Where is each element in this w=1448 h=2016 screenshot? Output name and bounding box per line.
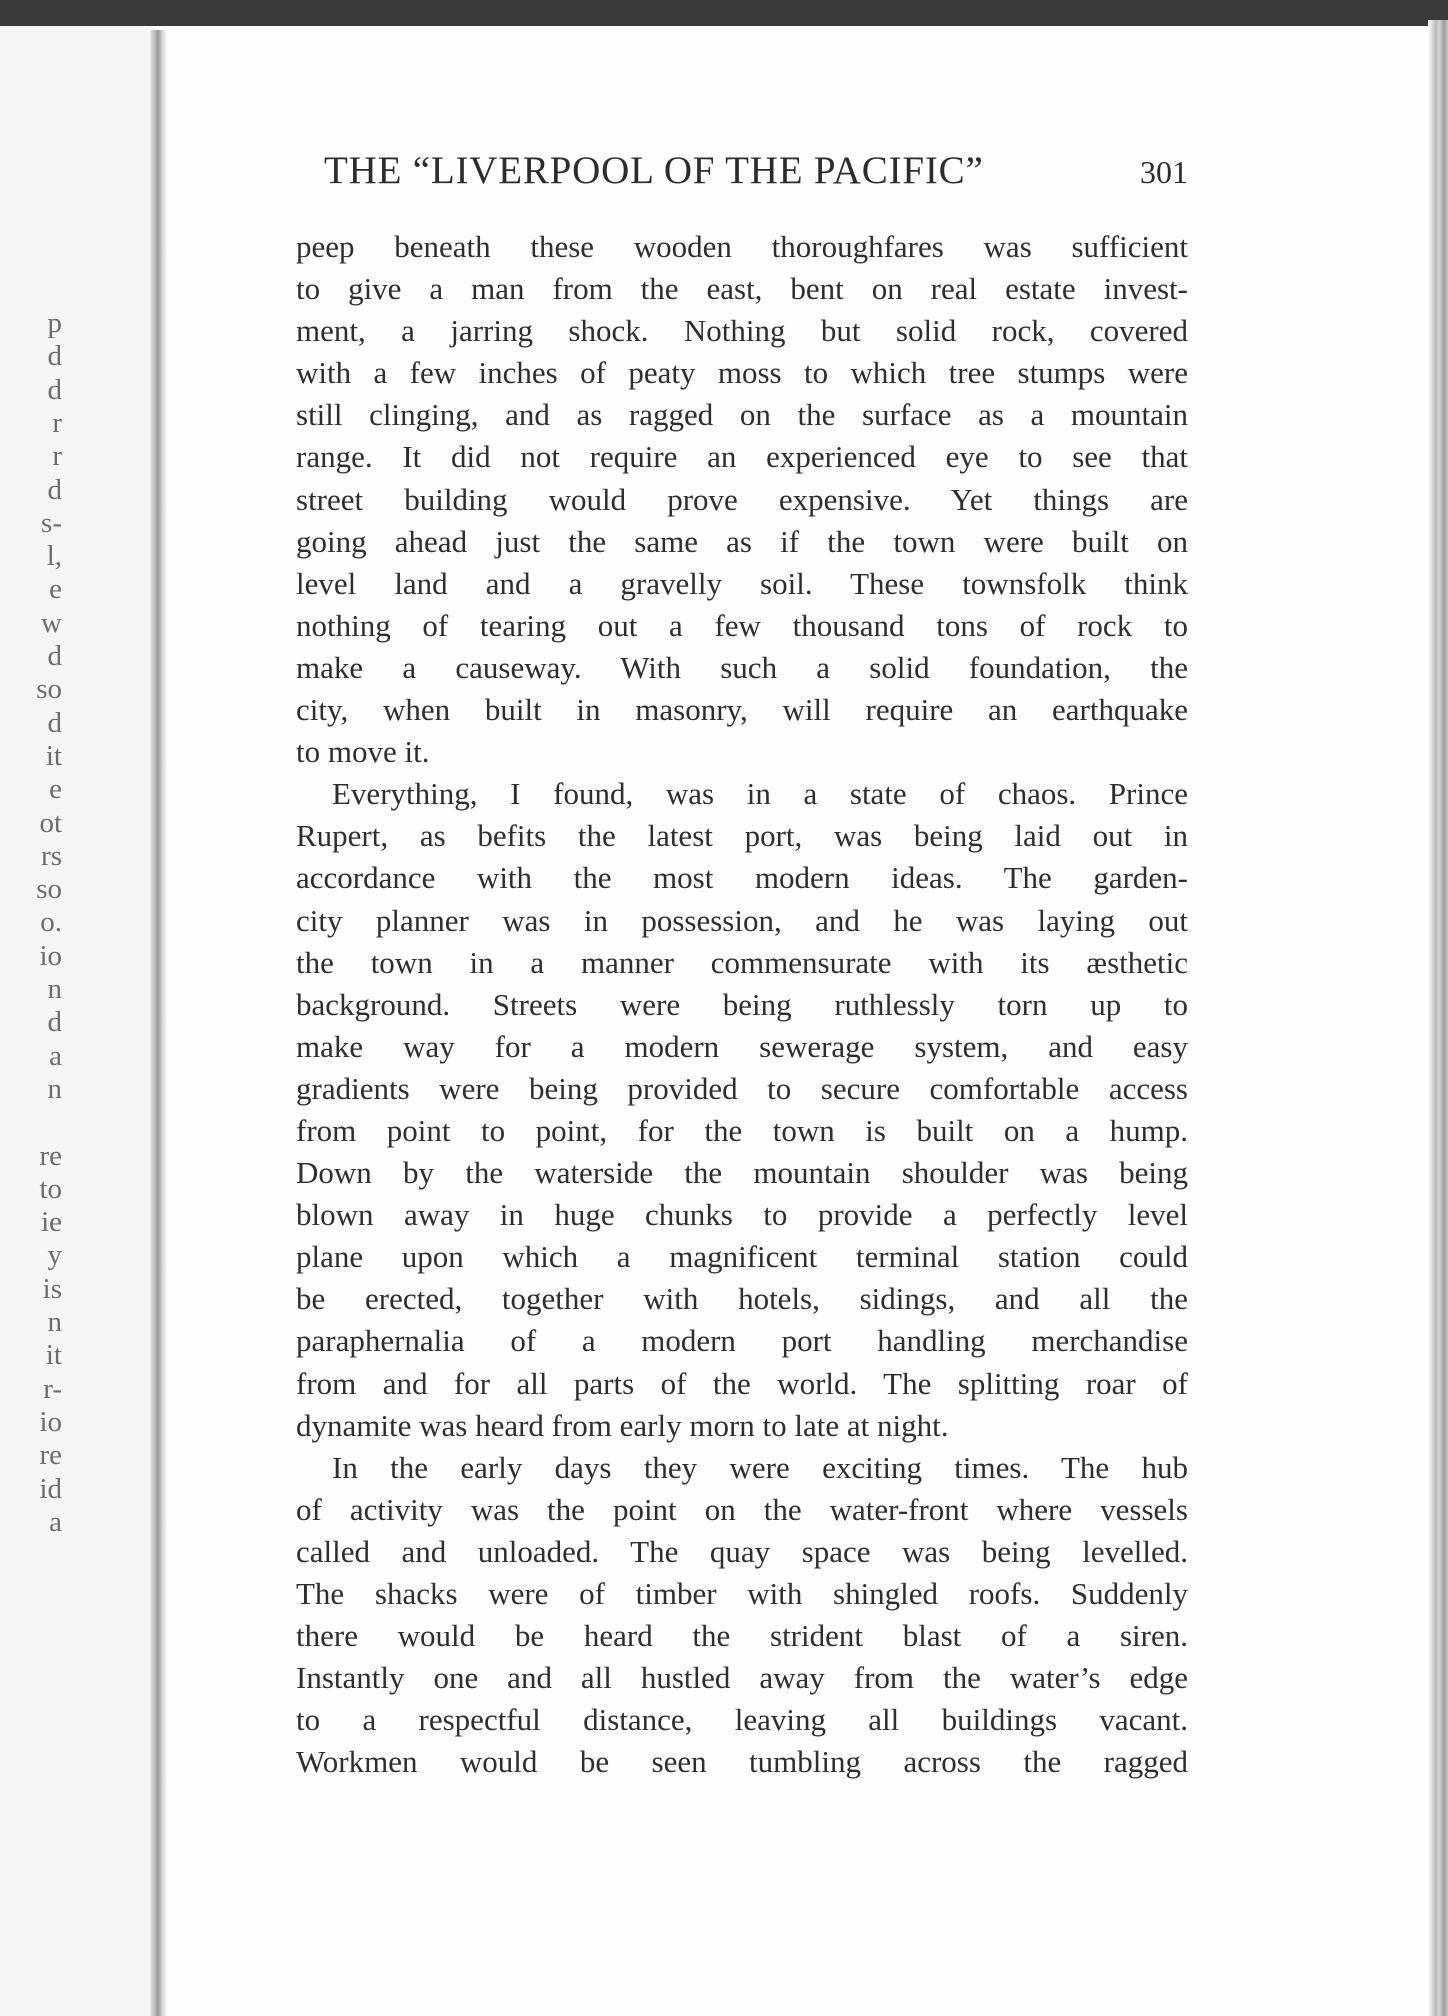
text-line: from and for all parts of the world. The splitting roar of <box>296 1365 1188 1401</box>
facing-page-fragment: id <box>39 1472 62 1505</box>
facing-page-fragment: n <box>47 973 62 1005</box>
paragraph <box>296 1447 1188 1784</box>
facing-page-fragment: d <box>47 373 62 406</box>
facing-page-fragment: d <box>47 640 62 672</box>
facing-page-fragment: is <box>42 1272 62 1305</box>
text-line: street building would prove expensive. Yet things are <box>296 481 1188 517</box>
text-line: Everything, I found, was in a state of chaos. Prince <box>332 776 1188 812</box>
text-line: accordance with the most modern ideas. The garden- <box>296 860 1188 896</box>
facing-page-fragment: r- <box>43 1372 62 1405</box>
text-line: In the early days they were exciting times. The hub <box>332 1449 1188 1485</box>
facing-page-fragment: o. <box>40 906 62 939</box>
text-line: Workmen would be seen tumbling across the ragged <box>296 1744 1188 1780</box>
facing-page-fragment: y <box>47 1239 62 1272</box>
text-line: the town in a manner commensurate with its æsthetic <box>296 944 1188 980</box>
text-line: to a respectful distance, leaving all buildings vacant. <box>296 1702 1188 1738</box>
text-line: still clinging, and as ragged on the surface as a mountain <box>296 397 1188 433</box>
facing-page-fragment: e <box>49 573 62 606</box>
facing-page-fragment: d <box>47 473 62 506</box>
body-text <box>296 226 1188 1783</box>
text-line: background. Streets were being ruthlessly torn up to <box>296 986 1188 1022</box>
running-head <box>324 148 1188 200</box>
text-line: with a few inches of peaty moss to which tree stumps were <box>296 355 1188 391</box>
facing-page-fragment: so <box>36 873 62 906</box>
text-line: ment, a jarring shock. Nothing but solid rock, covered <box>296 313 1188 349</box>
facing-page-fragment: r <box>52 440 62 473</box>
text-line: Down by the waterside the mountain shoulder was being <box>296 1155 1188 1191</box>
text-line: make a causeway. With such a solid foundation, the <box>296 649 1188 685</box>
text-line: of activity was the point on the water-front where vessels <box>296 1491 1188 1527</box>
text-line: dynamite was heard from early morn to late at night. <box>296 1407 949 1443</box>
facing-page-fragment: s- <box>41 506 62 539</box>
text-line: The shacks were of timber with shingled roofs. Suddenly <box>296 1576 1188 1611</box>
facing-page-fragment: a <box>49 1039 62 1072</box>
page-edge-right <box>1428 20 1448 2016</box>
facing-page-fragment: d <box>47 706 62 739</box>
text-line: nothing of tearing out a few thousand tons of rock to <box>296 607 1188 643</box>
page-number: 301 <box>1140 154 1188 190</box>
facing-page-fragment: l, <box>46 540 62 573</box>
facing-page-fragment: re <box>39 1139 62 1172</box>
text-line: be erected, together with hotels, sidings, and all the <box>296 1281 1188 1317</box>
text-line: make way for a modern sewerage system, and easy <box>296 1028 1188 1064</box>
facing-page-fragment: a <box>49 1505 62 1538</box>
text-line: to move it. <box>296 734 430 770</box>
text-line: level land and a gravelly soil. These townsfolk think <box>296 565 1188 601</box>
facing-page-edge <box>0 26 158 2016</box>
text-line: blown away in huge chunks to provide a perfectly level <box>296 1197 1188 1233</box>
facing-page-fragment: n <box>47 1306 62 1338</box>
facing-page-fragment: io <box>39 939 62 972</box>
facing-page-fragment: e <box>49 773 62 806</box>
text-line: city planner was in possession, and he was laying out <box>296 902 1188 938</box>
paragraph <box>296 773 1188 1447</box>
text-line: city, when built in masonry, will require an earthquake <box>296 692 1188 728</box>
facing-page-fragment: so <box>36 673 62 706</box>
facing-page-fragment: it <box>45 1339 62 1372</box>
running-title: THE “LIVERPOOL OF THE PACIFIC” <box>324 149 984 192</box>
facing-page-fragment: re <box>39 1439 62 1472</box>
text-line: range. It did not require an experienced eye to see that <box>296 439 1188 475</box>
facing-page-fragment: ot <box>39 806 62 839</box>
text-line: gradients were being provided to secure comfortable access <box>296 1070 1188 1106</box>
facing-page-fragment: d <box>47 1006 62 1039</box>
text-line: paraphernalia of a modern port handling merchandise <box>296 1323 1188 1359</box>
facing-page-fragment: it <box>45 739 62 772</box>
scan-top-band <box>0 0 1448 26</box>
facing-page-fragment: io <box>39 1405 62 1438</box>
text-line: to give a man from the east, bent on real estate invest- <box>296 271 1188 307</box>
facing-page-fragment: w <box>41 606 62 639</box>
text-line: going ahead just the same as if the town were built on <box>296 523 1188 559</box>
paragraph <box>296 226 1188 773</box>
facing-page-fragment: r <box>52 406 62 439</box>
text-line: Rupert, as befits the latest port, was being laid out in <box>296 818 1188 854</box>
facing-page-fragment: p <box>47 307 62 339</box>
text-line: peep beneath these wooden thoroughfares was sufficient <box>296 229 1188 264</box>
text-line: plane upon which a magnificent terminal station could <box>296 1239 1188 1275</box>
text-line: there would be heard the strident blast of a siren. <box>296 1618 1188 1654</box>
facing-page-fragment: d <box>47 340 62 373</box>
book-gutter <box>150 30 168 2016</box>
facing-page-fragment: n <box>47 1072 62 1105</box>
facing-page-fragment: ie <box>41 1206 62 1239</box>
text-line: Instantly one and all hustled away from the water’s edge <box>296 1660 1188 1696</box>
facing-page-fragment: rs <box>41 839 62 872</box>
text-line: called and unloaded. The quay space was being levelled. <box>296 1533 1188 1569</box>
text-line: from point to point, for the town is built on a hump. <box>296 1112 1188 1148</box>
facing-page-fragment: to <box>39 1172 62 1205</box>
